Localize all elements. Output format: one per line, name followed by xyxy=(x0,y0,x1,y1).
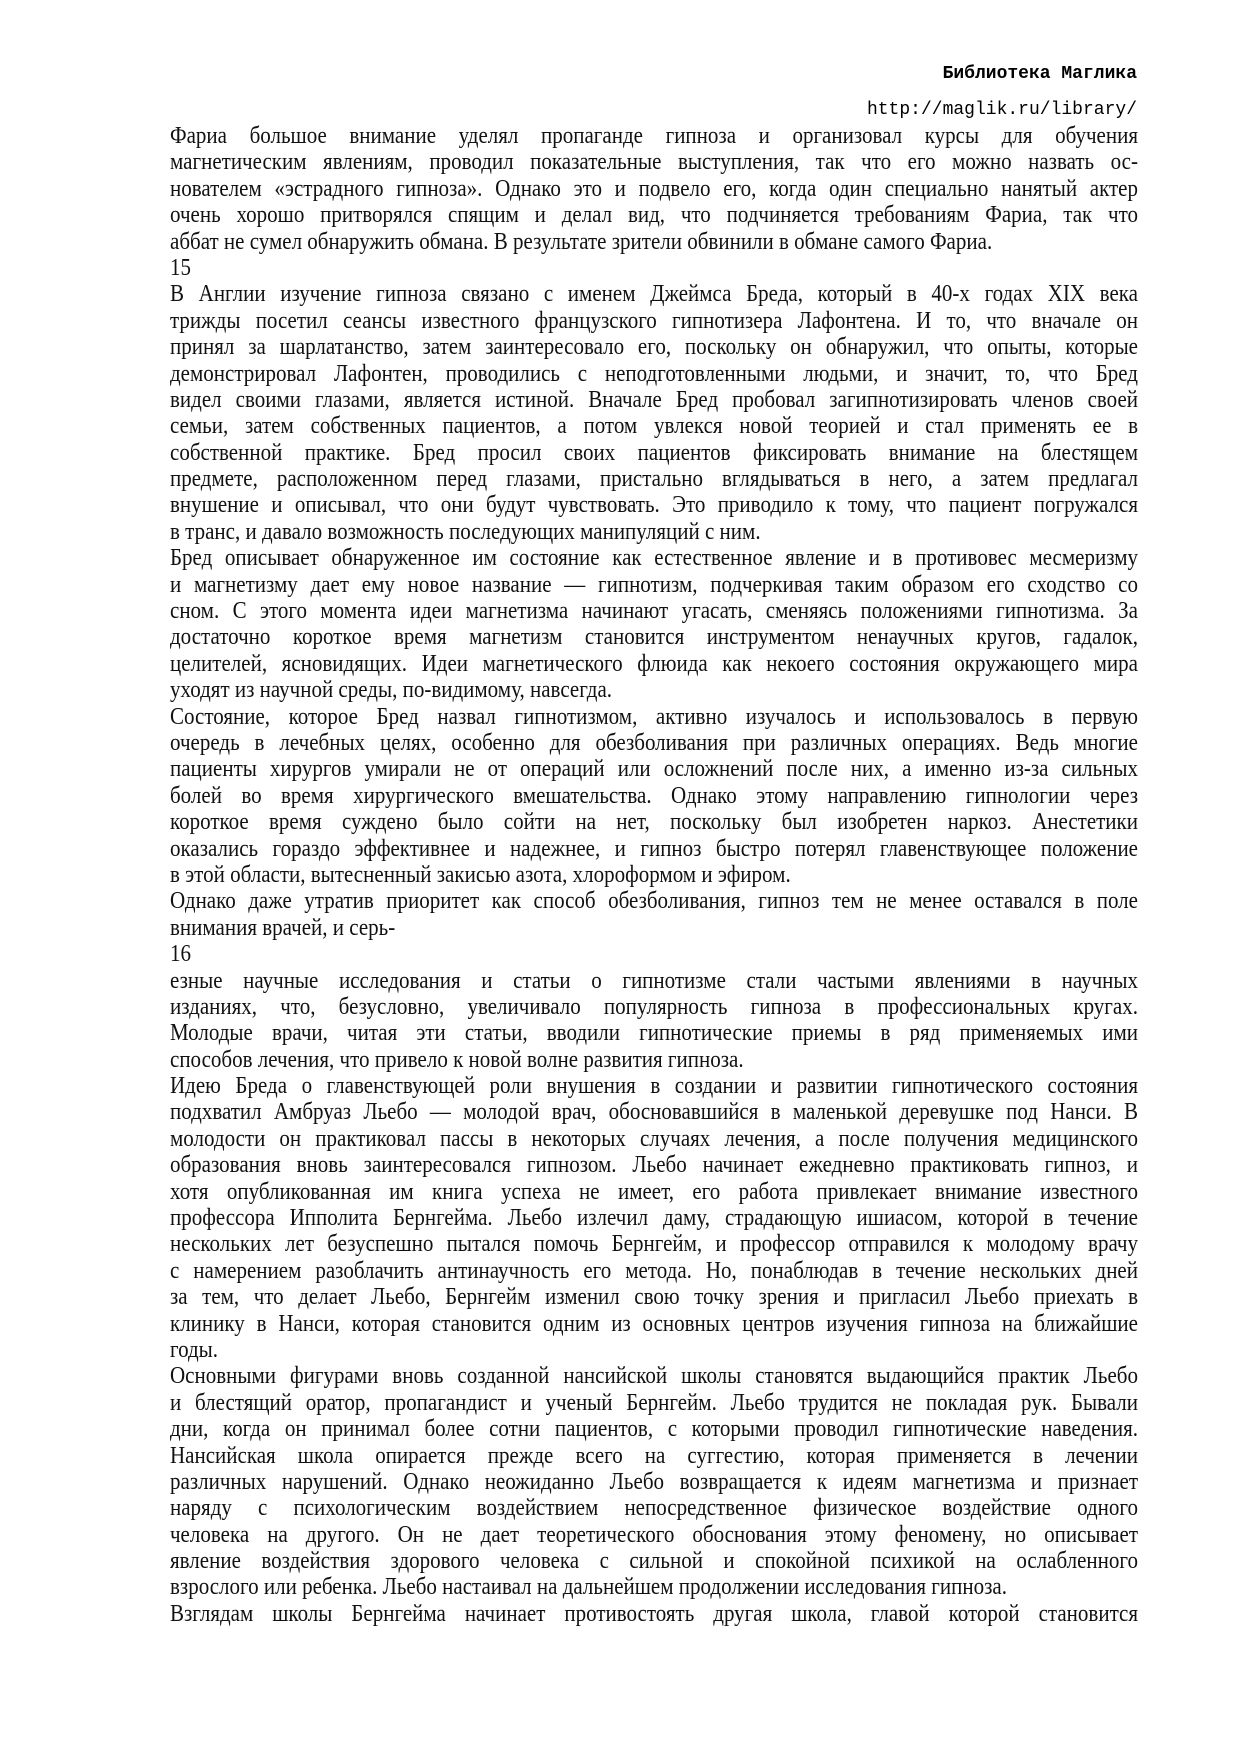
text-line: Идею Бреда о главенствующей роли внушения в создании и развитии гипнотического состояния xyxy=(170,1070,1138,1100)
text-line: болей во время хирургического вмешательства. Однако этому направлению гипнологии через xyxy=(170,780,1138,809)
text-line: годы. xyxy=(170,1334,219,1364)
text-line: магнетическим явлениям, проводил показательные выступления, так что его можно назвать ос- xyxy=(170,147,1138,176)
text-line: 15 xyxy=(170,252,191,282)
text-line: демонстрировал Лафонтен, проводились с неподготовленными людьми, и значит, то, что Бред xyxy=(170,358,1138,387)
text-line: в этой области, вытесненный закисью азота, хлороформом и эфиром. xyxy=(170,859,791,889)
text-line: хотя опубликованная им книга успеха не имеет, его работа привлекает внимание известного xyxy=(170,1176,1138,1205)
text-line: Фариа большое внимание уделял пропаганде гипноза и организовал курсы для обучения xyxy=(170,120,1138,150)
paragraph xyxy=(170,967,1138,1073)
text-line: Основными фигурами вновь созданной нансийской школы становятся выдающийся практик Льебо xyxy=(170,1361,1138,1390)
text-line: клинику в Нанси, которая становится одним из основных центров изучения гипноза на ближайшие xyxy=(170,1308,1138,1337)
text-line: изданиях, что, безусловно, увеличивало популярность гипноза в профессиональных кругах. xyxy=(170,991,1138,1021)
text-line: очередь в лечебных целях, особенно для обезболивания при различных операциях. Ведь многие xyxy=(170,727,1138,757)
text-line: и блестящий оратор, пропагандист и ученый Бернгейм. Льебо трудится не покладая рук. Бывали xyxy=(170,1387,1138,1416)
text-line: Бред описывает обнаруженное им состояние как естественное явление и в противовес месмеризму xyxy=(170,543,1138,572)
paragraph xyxy=(170,1600,1138,1626)
text-line: подхватил Амбруаз Льебо — молодой врач, обосновавшийся в маленькой деревушке под Нанси. В xyxy=(170,1097,1138,1126)
text-line: аббат не сумел обнаружить обмана. В результате зрители обвинили в обмане самого Фариа. xyxy=(170,226,993,255)
page-number xyxy=(170,254,1138,280)
text-line: очень хорошо притворялся спящим и делал вид, что подчиняется требованиям Фариа, так что xyxy=(170,199,1138,229)
text-line: нескольких лет безуспешно пытался помочь Бернгейм, и профессор отправился к молодому врачу xyxy=(170,1229,1138,1258)
text-line: за тем, что делает Льебо, Бернгейм изменил свою точку зрения и пригласил Льебо приехать в xyxy=(170,1281,1138,1311)
text-line: трижды посетил сеансы известного французского гипнотизера Лафонтена. И то, что вначале он xyxy=(170,305,1138,334)
text-line: 16 xyxy=(170,938,191,968)
paragraph xyxy=(170,122,1138,254)
text-line: Молодые врачи, читая эти статьи, вводили гипнотические приемы в ряд применяемых ими xyxy=(170,1018,1138,1047)
text-line: короткое время суждено было сойти на нет, поскольку был изобретен наркоз. Анестетики xyxy=(170,806,1138,836)
text-line: молодости он практиковал пассы в некоторых случаях лечения, а после получения медицинского xyxy=(170,1123,1138,1152)
paragraph xyxy=(170,544,1138,702)
text-line: в транс, и давало возможность последующих манипуляций с ним. xyxy=(170,516,761,545)
page-number xyxy=(170,940,1138,966)
paragraph xyxy=(170,703,1138,888)
document-body xyxy=(170,122,1138,1626)
text-line: образования вновь заинтересовался гипнозом. Льебо начинает ежедневно практиковать гипноз, и xyxy=(170,1150,1138,1179)
text-line: целителей, ясновидящих. Идеи магнетического флюида как некоего состояния окружающего мира xyxy=(170,648,1138,677)
library-title: Библиотека Маглика xyxy=(942,64,1137,84)
paragraph xyxy=(170,280,1138,544)
text-line: различных нарушений. Однако неожиданно Льебо возвращается к идеям магнетизма и признает xyxy=(170,1466,1138,1496)
library-url[interactable]: http://maglik.ru/library/ xyxy=(866,100,1137,120)
text-line: нователем «эстрадного гипноза». Однако это и подвело его, когда один специально нанятый актер xyxy=(170,173,1138,202)
text-line: сном. С этого момента идеи магнетизма начинают угасать, сменяясь положениями гипнотизма. За xyxy=(170,595,1138,625)
text-line: Взглядам школы Бернгейма начинает противостоять другая школа, главой которой становится xyxy=(170,1598,1138,1627)
text-line: предмете, расположенном перед глазами, пристально вглядываться в него, а затем предлагал xyxy=(170,463,1138,493)
text-line: способов лечения, что привело к новой волне развития гипноза. xyxy=(170,1044,744,1073)
paragraph xyxy=(170,1072,1138,1362)
text-line: пациенты хирургов умирали не от операций или осложнений после них, а именно из-за сильных xyxy=(170,754,1138,783)
text-line: уходят из научной среды, по-видимому, навсегда. xyxy=(170,675,613,704)
text-line: В Англии изучение гипноза связано с именем Джеймса Бреда, который в 40-х годах XIX века xyxy=(170,279,1138,308)
text-line: и магнетизму дает ему новое название — гипнотизм, подчеркивая таким образом его сходство со xyxy=(170,569,1138,598)
text-line: видел своими глазами, является истиной. Вначале Бред пробовал загипнотизировать членов своей xyxy=(170,384,1138,414)
text-line: наряду с психологическим воздействием непосредственное физическое воздействие одного xyxy=(170,1493,1138,1522)
text-line: внимания врачей, и серь- xyxy=(170,912,396,941)
text-line: собственной практике. Бред просил своих пациентов фиксировать внимание на блестящем xyxy=(170,437,1138,466)
text-line: езные научные исследования и статьи о гипнотизме стали частыми явлениями в научных xyxy=(170,965,1138,994)
text-line: явление воздействия здорового человека с сильной и спокойной психикой на ослабленного xyxy=(170,1545,1138,1575)
text-line: оказались гораздо эффективнее и надежнее, и гипноз быстро потерял главенствующее положение xyxy=(170,833,1138,862)
paragraph xyxy=(170,1362,1138,1600)
text-line: Нансийская школа опирается прежде всего на суггестию, которая применяется в лечении xyxy=(170,1440,1138,1469)
text-line: профессора Ипполита Бернгейма. Льебо излечил даму, страдающую ишиасом, которой в течение xyxy=(170,1202,1138,1232)
text-line: с намерением разоблачить антинаучность его метода. Но, понаблюдав в течение нескольких дней xyxy=(170,1255,1138,1284)
text-line: взрослого или ребенка. Льебо настаивал на дальнейшем продолжении исследования гипноза. xyxy=(170,1572,1007,1601)
text-line: Состояние, которое Бред назвал гипнотизмом, активно изучалось и использовалось в первую xyxy=(170,701,1138,730)
paragraph xyxy=(170,887,1138,940)
text-line: принял за шарлатанство, затем заинтересовало его, поскольку он обнаружил, что опыты, которые xyxy=(170,331,1138,361)
text-line: Однако даже утратив приоритет как способ обезболивания, гипноз тем не менее оставался в поле xyxy=(170,886,1138,915)
text-line: внушение и описывал, что они будут чувствовать. Это приводило к тому, что пациент погружался xyxy=(170,490,1138,519)
text-line: семьи, затем собственных пациентов, а потом увлекся новой теорией и стал применять ее в xyxy=(170,411,1138,440)
text-line: дни, когда он принимал более сотни пациентов, с которыми проводил гипнотические наведения. xyxy=(170,1413,1138,1443)
text-line: достаточно короткое время магнетизм становится инструментом ненаучных кругов, гадалок, xyxy=(170,622,1138,651)
text-line: человека на другого. Он не дает теоретического обоснования этому феномену, но описывает xyxy=(170,1519,1138,1548)
